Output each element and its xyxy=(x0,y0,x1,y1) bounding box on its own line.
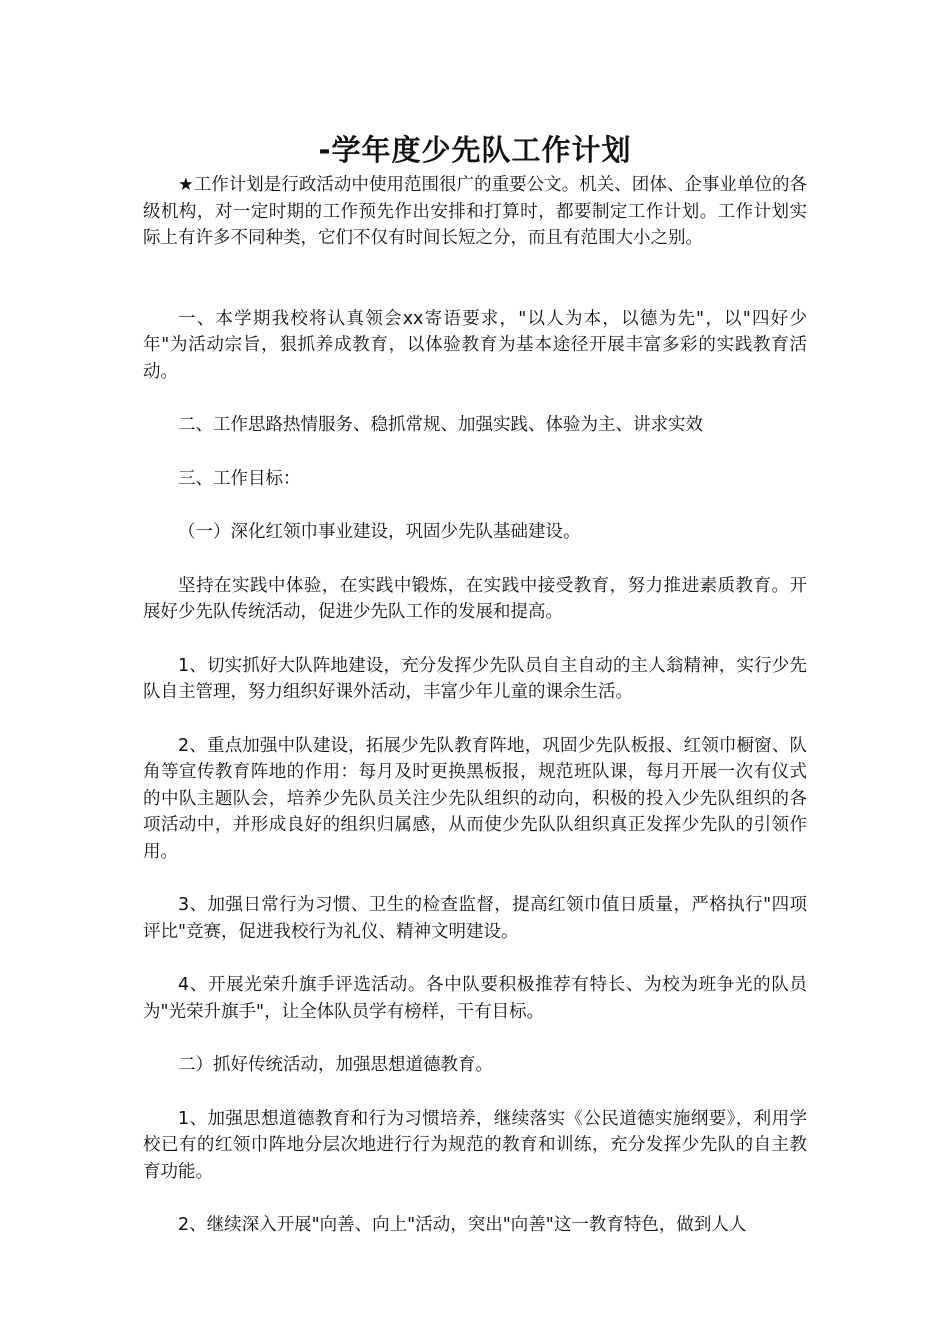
spacer xyxy=(143,1079,807,1106)
paragraph-10: 二）抓好传统活动，加强思想道德教育。 xyxy=(178,1055,493,1075)
paragraph-2: 二、工作思路热情服务、稳抓常规、加强实践、体验为主、讲求实效 xyxy=(178,415,703,435)
spacer xyxy=(143,546,807,573)
spacer xyxy=(143,706,807,733)
spacer xyxy=(143,385,807,412)
spacer xyxy=(143,1025,807,1052)
intro-paragraph: ★工作计划是行政活动中使用范围很广的重要公文。机关、团体、企事业单位的各级机构，对一定时期的工作预先作出安排和打算时，都要制定工作计划。工作计划实际上有许多不同种类，它们不仅有时间长短之分，而且有范围大小之别。 xyxy=(143,175,807,248)
spacer xyxy=(143,1185,807,1212)
spacer xyxy=(143,626,807,653)
paragraph-1: 一、本学期我校将认真领会xx寄语要求，"以人为本，以德为先"，以"四好少年"为活动宗旨，狠抓养成教育，以体验教育为基本途径开展丰富多彩的实践教育活动。 xyxy=(143,308,807,382)
document-title: -学年度少先队工作计划 xyxy=(318,133,632,167)
paragraph-5: 坚持在实践中体验，在实践中锻炼，在实践中接受教育，努力推进素质教育。开展好少先队传统活动，促进少先队工作的发展和提高。 xyxy=(143,575,807,622)
paragraph-4: （一）深化红领巾事业建设，巩固少先队基础建设。 xyxy=(178,522,581,542)
paragraph-6: 1、切实抓好大队阵地建设，充分发挥少先队员自主自动的主人翁精神，实行少先队自主管理，努力组织好课外活动，丰富少年儿童的课余生活。 xyxy=(143,655,807,702)
paragraph-12: 2、继续深入开展"向善、向上"活动，突出"向善"这一教育特色，做到人人 xyxy=(178,1215,747,1235)
document-page xyxy=(143,128,807,1239)
spacer xyxy=(143,865,807,892)
spacer xyxy=(143,252,807,306)
spacer xyxy=(143,492,807,519)
paragraph-3: 三、工作目标： xyxy=(178,468,301,489)
spacer xyxy=(143,945,807,972)
paragraph-7: 2、重点加强中队建设，拓展少先队教育阵地，巩固少先队板报、红领巾橱窗、队角等宣传教育阵地的作用：每月及时更换黑板报，规范班队课，每月开展一次有仪式的中队主题队会，培养少先队员关注少先队组织的动向，积极的投入少先队组织的各项活动中，并形成良好的组织归属感，从而使少先队队组织真正发挥少先队的引领作用。 xyxy=(143,735,807,862)
paragraph-8: 3、加强日常行为习惯、卫生的检查监督，提高红领巾值日质量，严格执行"四项评比"竞赛，促进我校行为礼仪、精神文明建设。 xyxy=(143,895,807,942)
paragraph-11: 1、加强思想道德教育和行为习惯培养，继续落实《公民道德实施纲要》，利用学校已有的红领巾阵地分层次地进行行为规范的教育和训练，充分发挥少先队的自主教育功能。 xyxy=(143,1108,807,1182)
spacer xyxy=(143,439,807,466)
paragraph-9: 4、开展光荣升旗手评选活动。各中队要积极推荐有特长、为校为班争光的队员为"光荣升旗手"，让全体队员学有榜样，干有目标。 xyxy=(143,975,807,1022)
